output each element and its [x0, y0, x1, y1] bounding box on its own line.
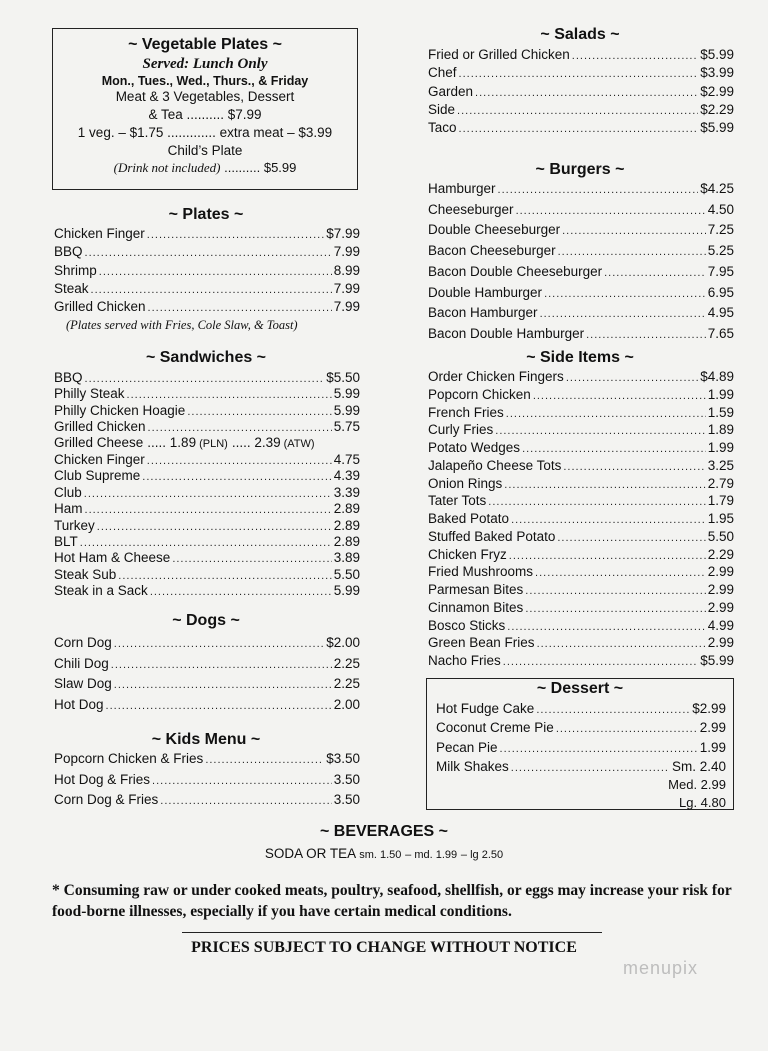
sandwich-item-name: Steak in a Sack — [54, 583, 148, 599]
side-item-name: French Fries — [428, 404, 504, 420]
dog-item-price: $2.00 — [326, 635, 360, 650]
sandwich-item-row — [54, 452, 360, 467]
food-safety-warning: * Consuming raw or under cooked meats, poultry, seafood, shellfish, or eggs may increase your risk for food-borne illnesses, especially if you have certain medical conditions. — [52, 882, 732, 920]
dot-leader — [147, 229, 324, 241]
sandwich-item-row — [54, 550, 360, 565]
dogs-title: ~ Dogs ~ — [172, 612, 240, 629]
veg-line-4: Child’s Plate — [167, 143, 243, 158]
sandwich-item-row — [54, 419, 360, 434]
dot-leader — [150, 586, 332, 598]
dessert-item-row — [436, 720, 726, 735]
kids-item-name: Hot Dog & Fries — [54, 771, 151, 787]
dot-leader — [586, 329, 706, 341]
sandwiches-title: ~ Sandwiches ~ — [145, 349, 267, 366]
dot-leader — [114, 679, 332, 691]
side-item-name: Nacho Fries — [428, 653, 501, 668]
dog-item-price: 2.25 — [333, 676, 360, 692]
dessert-item-price: 1.99 — [699, 739, 726, 755]
dot-leader — [563, 461, 705, 473]
salad-item-name: Chef — [428, 65, 457, 81]
burger-item-price: 6.95 — [707, 284, 734, 300]
sandwich-item-price: 2.89 — [333, 501, 360, 517]
side-item-name: Onion Rings — [428, 475, 503, 491]
plate-item-price: 7.99 — [333, 280, 360, 296]
dot-leader — [459, 68, 699, 80]
side-item-row — [428, 547, 734, 562]
dot-leader — [503, 656, 698, 668]
dot-leader — [147, 455, 332, 467]
dog-item-row — [54, 656, 360, 671]
dot-leader — [516, 205, 706, 217]
plate-item-row — [54, 244, 360, 259]
plate-item-price: 7.99 — [333, 244, 360, 260]
salad-item-price: $2.99 — [700, 83, 734, 99]
burger-item-price: 4.95 — [707, 305, 734, 321]
dot-leader — [84, 488, 332, 500]
side-item-name: Bosco Sticks — [428, 617, 506, 633]
side-item-row — [428, 440, 734, 455]
salad-item-row — [428, 120, 734, 135]
salad-item-row — [428, 65, 734, 80]
dot-leader — [507, 621, 705, 633]
grilled-cheese-tag-atw: (ATW) — [283, 438, 315, 450]
dot-leader — [504, 479, 705, 491]
dot-leader — [457, 105, 698, 117]
dessert-item-name: Hot Fudge Cake — [436, 701, 535, 716]
served-days: Mon., Tues., Wed., Thurs., & Friday — [101, 74, 309, 88]
dot-leader — [540, 308, 706, 320]
dot-leader — [152, 775, 332, 787]
sandwich-item-row — [54, 403, 360, 418]
dot-leader — [111, 659, 332, 671]
dot-leader — [106, 700, 332, 712]
milk-shake-medium: Med. 2.99 — [668, 777, 726, 792]
dot-leader — [544, 288, 706, 300]
dessert-item-price: 2.99 — [699, 720, 726, 736]
plate-item-name: Shrimp — [54, 262, 97, 278]
burger-item-row — [428, 243, 734, 258]
dot-leader — [205, 754, 324, 766]
salad-item-row — [428, 47, 734, 62]
sandwich-item-name: Hot Ham & Cheese — [54, 550, 171, 566]
vegetable-plates-title: ~ Vegetable Plates ~ — [128, 36, 282, 53]
side-item-row — [428, 600, 734, 615]
sandwich-item-row — [54, 386, 360, 401]
sandwich-item-name: BLT — [54, 534, 78, 549]
side-item-price: 2.99 — [707, 582, 734, 597]
kids-item-row — [54, 772, 360, 787]
dot-leader — [97, 521, 332, 533]
burger-item-price: 7.95 — [707, 263, 734, 279]
divider-rule — [182, 932, 602, 933]
dot-leader — [160, 795, 331, 807]
salad-item-name: Garden — [428, 83, 474, 99]
side-item-row — [428, 369, 734, 384]
plate-item-row — [54, 263, 360, 278]
side-item-row — [428, 582, 734, 597]
side-item-row — [428, 653, 734, 668]
dot-leader — [488, 496, 705, 508]
burgers-title: ~ Burgers ~ — [535, 161, 625, 178]
kids-item-name: Corn Dog & Fries — [54, 792, 159, 808]
plates-note: (Plates served with Fries, Cole Slaw, & Toast) — [66, 318, 298, 332]
sandwich-item-price: 4.39 — [333, 468, 360, 484]
dot-leader — [556, 723, 698, 735]
dog-item-row — [54, 697, 360, 712]
dot-leader — [500, 743, 698, 755]
plate-item-name: Chicken Finger — [54, 226, 145, 241]
watermark-logo: menupix — [622, 958, 698, 978]
sandwich-item-row — [54, 518, 360, 533]
beverage-small: sm. 1.50 — [359, 849, 402, 861]
grilled-cheese-name: Grilled Cheese — [54, 435, 144, 450]
dog-item-price: 2.25 — [333, 655, 360, 671]
sandwich-item-price: 2.89 — [333, 517, 360, 533]
kids-item-name: Popcorn Chicken & Fries — [54, 751, 204, 766]
side-item-name: Order Chicken Fingers — [428, 369, 564, 384]
dog-item-name: Hot Dog — [54, 697, 104, 713]
grilled-cheese-price-plain: ..... 1.89 — [147, 435, 197, 450]
dog-item-price: 2.00 — [333, 697, 360, 713]
drink-note: (Drink not included) — [113, 160, 221, 175]
burger-item-name: Bacon Double Hamburger — [428, 325, 585, 341]
dot-leader — [187, 406, 331, 418]
dot-leader — [558, 246, 706, 258]
plate-item-row — [54, 281, 360, 296]
dessert-title: ~ Dessert ~ — [536, 680, 624, 697]
dessert-item-name: Pecan Pie — [436, 739, 498, 755]
plate-item-row — [54, 299, 360, 314]
burger-item-row — [428, 222, 734, 237]
side-item-name: Parmesan Bites — [428, 582, 524, 597]
side-item-name: Tater Tots — [428, 493, 487, 509]
dot-leader — [85, 504, 332, 516]
burger-item-name: Cheeseburger — [428, 201, 514, 217]
dog-item-name: Slaw Dog — [54, 676, 112, 692]
plate-item-price: 8.99 — [333, 262, 360, 278]
salad-item-name: Fried or Grilled Chicken — [428, 47, 570, 62]
dot-leader — [572, 50, 698, 62]
dot-leader — [604, 267, 706, 279]
side-item-row — [428, 618, 734, 633]
salad-item-name: Side — [428, 101, 456, 117]
sandwich-item-name: Club Supreme — [54, 468, 141, 484]
sandwich-item-row — [54, 501, 360, 516]
side-item-price: 2.29 — [707, 546, 734, 562]
side-item-price: 1.95 — [707, 511, 734, 526]
salad-item-price: $5.99 — [700, 47, 734, 62]
burger-item-row — [428, 202, 734, 217]
dot-leader — [557, 532, 705, 544]
plate-item-price: 7.99 — [333, 299, 360, 315]
salad-item-row — [428, 84, 734, 99]
plate-item-row — [54, 226, 360, 241]
salad-item-price: $5.99 — [700, 120, 734, 136]
sandwich-item-price: 4.75 — [333, 452, 360, 467]
veg-line-3: 1 veg. – $1.75 ............. extra meat – $3.99 — [77, 125, 333, 140]
beverage-large: – lg 2.50 — [460, 849, 504, 861]
burger-item-row — [428, 305, 734, 320]
sandwich-item-price: 3.39 — [333, 484, 360, 500]
sandwich-item-name: Philly Chicken Hoagie — [54, 402, 186, 418]
dot-leader — [459, 123, 699, 135]
dot-leader — [525, 603, 705, 615]
side-item-name: Green Bean Fries — [428, 635, 535, 651]
side-item-price: 1.89 — [707, 422, 734, 438]
vegetable-plates-box — [52, 28, 358, 190]
side-item-price: $4.89 — [700, 369, 734, 384]
dog-item-name: Chili Dog — [54, 655, 109, 671]
dot-leader — [511, 514, 706, 526]
side-items-title: ~ Side Items ~ — [526, 349, 634, 366]
side-item-name: Stuffed Baked Potato — [428, 528, 556, 544]
sandwich-item-name: Philly Steak — [54, 386, 125, 402]
grilled-cheese-row — [54, 435, 360, 450]
side-item-row — [428, 422, 734, 437]
dog-item-row — [54, 635, 360, 650]
beverages-line — [0, 846, 768, 861]
child-plate-drink-line — [53, 160, 357, 176]
sandwich-item-price: $5.50 — [326, 370, 360, 385]
dot-leader — [80, 537, 332, 549]
veg-line-1: Meat & 3 Vegetables, Dessert — [115, 89, 295, 104]
dot-leader — [91, 284, 332, 296]
plate-item-name: Grilled Chicken — [54, 299, 146, 315]
burger-item-price: $4.25 — [700, 181, 734, 196]
sandwich-item-name: Turkey — [54, 517, 95, 533]
dot-leader — [506, 408, 706, 420]
side-item-price: 1.99 — [707, 386, 734, 402]
side-item-row — [428, 564, 734, 579]
dessert-item-row — [436, 740, 726, 755]
dot-leader — [114, 638, 324, 650]
veg-line-2: & Tea .......... $7.99 — [148, 107, 262, 122]
dessert-item-price: $2.99 — [692, 701, 726, 716]
side-item-price: 2.99 — [707, 599, 734, 615]
salads-title: ~ Salads ~ — [540, 26, 620, 43]
sandwich-item-price: 2.89 — [333, 534, 360, 549]
burger-item-row — [428, 264, 734, 279]
sandwich-item-price: 5.99 — [333, 386, 360, 402]
sandwich-item-name: Club — [54, 484, 82, 500]
dot-leader — [148, 302, 332, 314]
dessert-item-row — [436, 759, 726, 774]
kids-item-row — [54, 792, 360, 807]
plate-item-name: BBQ — [54, 244, 83, 260]
side-item-name: Curly Fries — [428, 422, 494, 438]
child-plate-price: .......... $5.99 — [224, 160, 297, 175]
side-item-price: 2.79 — [707, 475, 734, 491]
beverages-title: ~ BEVERAGES ~ — [319, 823, 449, 840]
side-item-name: Jalapeño Cheese Tots — [428, 457, 562, 473]
burger-item-price: 5.25 — [707, 243, 734, 259]
side-item-name: Chicken Fryz — [428, 546, 507, 562]
sandwich-item-row — [54, 485, 360, 500]
kids-item-row — [54, 751, 360, 766]
side-item-name: Potato Wedges — [428, 440, 521, 455]
burger-item-name: Hamburger — [428, 181, 496, 196]
price-change-notice: PRICES SUBJECT TO CHANGE WITHOUT NOTICE — [191, 939, 577, 956]
grilled-cheese-price-atw: ..... 2.39 — [231, 435, 281, 450]
side-item-row — [428, 493, 734, 508]
side-item-row — [428, 511, 734, 526]
burger-item-price: 7.25 — [707, 222, 734, 238]
burger-item-name: Double Cheeseburger — [428, 222, 561, 238]
side-item-price: 1.99 — [707, 440, 734, 455]
side-item-price: 2.99 — [707, 635, 734, 651]
burger-item-row — [428, 326, 734, 341]
burger-item-row — [428, 181, 734, 196]
dot-leader — [172, 553, 331, 565]
salad-item-row — [428, 102, 734, 117]
sandwich-item-row — [54, 468, 360, 483]
dessert-item-row — [436, 701, 726, 716]
kids-item-price: 3.50 — [333, 792, 360, 808]
side-item-price: 2.99 — [707, 564, 734, 580]
dot-leader — [537, 638, 706, 650]
dot-leader — [525, 585, 705, 597]
sandwich-item-name: BBQ — [54, 370, 83, 385]
sandwich-item-price: 5.50 — [333, 566, 360, 582]
sandwich-item-row — [54, 567, 360, 582]
salad-item-name: Taco — [428, 120, 457, 136]
kids-menu-title: ~ Kids Menu ~ — [151, 731, 261, 748]
sandwich-item-name: Steak Sub — [54, 566, 117, 582]
beverage-medium: – md. 1.99 — [405, 849, 458, 861]
dot-leader — [535, 567, 706, 579]
plate-item-price: $7.99 — [326, 226, 360, 241]
side-item-price: 4.99 — [707, 617, 734, 633]
dot-leader — [99, 266, 332, 278]
side-item-row — [428, 458, 734, 473]
dot-leader — [127, 389, 332, 401]
dessert-item-name: Coconut Creme Pie — [436, 720, 554, 736]
side-item-name: Baked Potato — [428, 511, 510, 526]
sandwich-item-name: Grilled Chicken — [54, 419, 146, 435]
side-item-price: $5.99 — [700, 653, 734, 668]
dessert-item-price: Sm. 2.40 — [671, 758, 726, 774]
dot-leader — [85, 247, 332, 259]
plates-title: ~ Plates ~ — [168, 206, 244, 223]
side-item-price: 1.59 — [707, 404, 734, 420]
sandwich-item-price: 5.75 — [333, 419, 360, 435]
kids-item-price: 3.50 — [333, 771, 360, 787]
grilled-cheese-tag-plain: (PLN) — [199, 438, 228, 450]
side-item-name: Fried Mushrooms — [428, 564, 534, 580]
dot-leader — [522, 443, 706, 455]
dog-item-name: Corn Dog — [54, 635, 112, 650]
dot-leader — [142, 471, 331, 483]
dot-leader — [533, 390, 706, 402]
sandwich-item-name: Chicken Finger — [54, 452, 145, 467]
milk-shake-large: Lg. 4.80 — [679, 795, 726, 810]
dot-leader — [509, 550, 706, 562]
burger-item-name: Bacon Double Cheeseburger — [428, 263, 603, 279]
burger-item-name: Bacon Hamburger — [428, 305, 538, 321]
side-item-price: 3.25 — [707, 457, 734, 473]
dot-leader — [495, 425, 705, 437]
sandwich-item-price: 3.89 — [333, 550, 360, 566]
side-item-name: Cinnamon Bites — [428, 599, 524, 615]
dot-leader — [148, 422, 332, 434]
side-item-row — [428, 387, 734, 402]
side-item-price: 5.50 — [707, 528, 734, 544]
served-lunch-only: Served: Lunch Only — [142, 56, 268, 72]
sandwich-item-row — [54, 583, 360, 598]
salad-item-price: $2.29 — [700, 101, 734, 117]
sandwich-item-price: 5.99 — [333, 583, 360, 599]
sandwich-item-price: 5.99 — [333, 402, 360, 418]
dot-leader — [511, 762, 670, 774]
beverages-label: SODA OR TEA — [264, 846, 356, 861]
side-item-row — [428, 476, 734, 491]
side-item-row — [428, 405, 734, 420]
dot-leader — [475, 87, 698, 99]
plate-item-name: Steak — [54, 280, 89, 296]
salad-item-price: $3.99 — [700, 65, 734, 81]
burger-item-row — [428, 285, 734, 300]
dessert-item-name: Milk Shakes — [436, 758, 509, 774]
sandwich-item-row — [54, 370, 360, 385]
side-item-row — [428, 635, 734, 650]
kids-item-price: $3.50 — [326, 751, 360, 766]
dot-leader — [566, 372, 698, 384]
side-item-row — [428, 529, 734, 544]
dot-leader — [562, 225, 706, 237]
burger-item-name: Double Hamburger — [428, 284, 543, 300]
dot-leader — [536, 704, 690, 716]
sandwich-item-name: Ham — [54, 501, 83, 517]
burger-item-price: 7.65 — [707, 325, 734, 341]
burger-item-name: Bacon Cheeseburger — [428, 243, 556, 259]
side-item-name: Popcorn Chicken — [428, 386, 531, 402]
side-item-price: 1.79 — [707, 493, 734, 509]
dot-leader — [85, 373, 325, 385]
dog-item-row — [54, 676, 360, 691]
dot-leader — [118, 570, 331, 582]
sandwich-item-row — [54, 534, 360, 549]
dot-leader — [498, 184, 699, 196]
burger-item-price: 4.50 — [707, 201, 734, 217]
